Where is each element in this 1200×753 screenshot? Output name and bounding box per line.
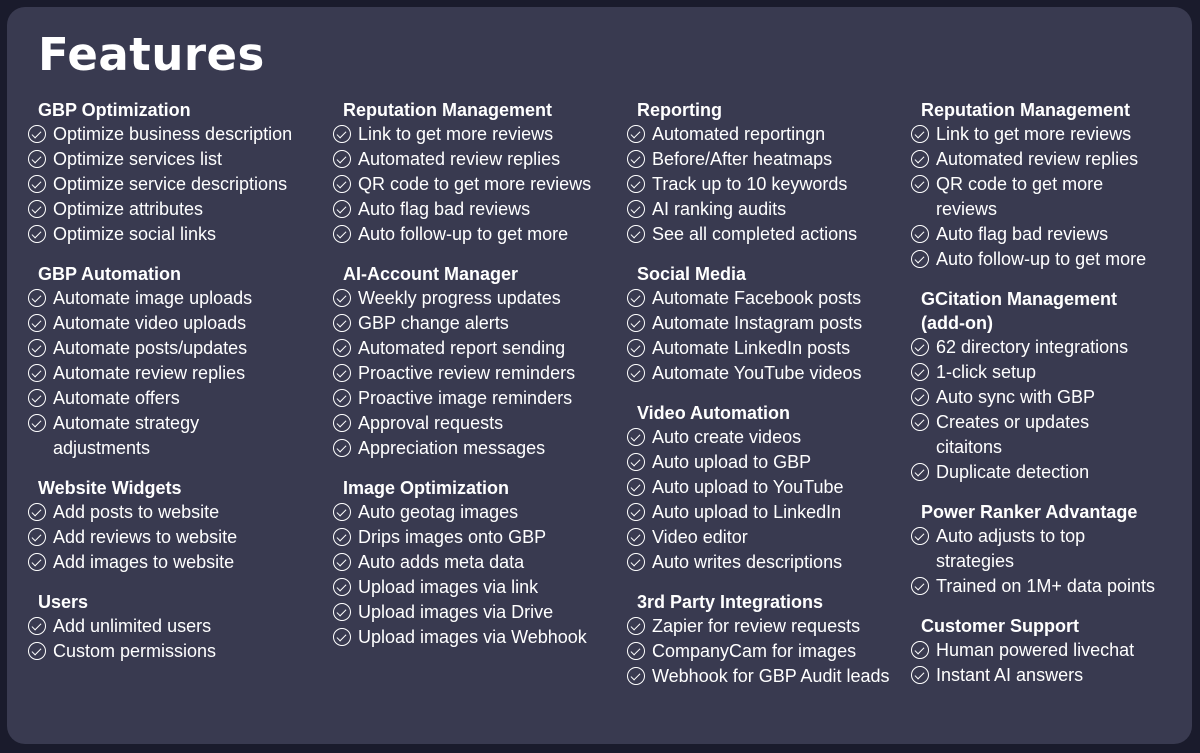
section-social-media <box>627 262 917 386</box>
list-item: Auto follow-up to get more <box>333 222 623 247</box>
check-circle-icon <box>627 528 645 546</box>
section-3rd-party-integrations <box>627 590 917 689</box>
list-item: 62 directory integrations <box>911 335 1187 360</box>
check-circle-icon <box>911 125 929 143</box>
check-circle-icon <box>333 553 351 571</box>
check-circle-icon <box>333 364 351 382</box>
check-circle-icon <box>28 339 46 357</box>
list-item: See all completed actions <box>627 222 917 247</box>
check-circle-icon <box>28 364 46 382</box>
check-circle-icon <box>627 428 645 446</box>
section-title: Reputation Management <box>343 100 553 120</box>
check-circle-icon <box>333 150 351 168</box>
check-circle-icon <box>627 478 645 496</box>
list-item: Add images to website <box>28 550 328 575</box>
list-item: Automated review replies <box>333 147 623 172</box>
check-circle-icon <box>911 225 929 243</box>
check-circle-icon <box>627 225 645 243</box>
list-item: Optimize social links <box>28 222 328 247</box>
list-item: Auto geotag images <box>333 500 623 525</box>
section-website-widgets <box>28 476 328 575</box>
features-card <box>7 7 1192 744</box>
section-gbp-optimization <box>28 98 328 247</box>
section-title: Image Optimization <box>343 478 510 498</box>
section-title: Reputation Management <box>921 100 1131 120</box>
check-circle-icon <box>627 125 645 143</box>
features-column-1 <box>28 98 328 679</box>
list-item: Upload images via Webhook <box>333 625 623 650</box>
section-reporting <box>627 98 917 247</box>
list-item: Creates or updates citaitons <box>911 410 1126 460</box>
check-circle-icon <box>28 389 46 407</box>
list-item: Automate strategy adjustments <box>28 411 263 461</box>
section-gbp-automation <box>28 262 328 461</box>
check-circle-icon <box>28 642 46 660</box>
check-circle-icon <box>28 200 46 218</box>
check-circle-icon <box>28 150 46 168</box>
list-item: Automate offers <box>28 386 328 411</box>
list-item: Auto upload to YouTube <box>627 475 917 500</box>
check-circle-icon <box>627 553 645 571</box>
check-circle-icon <box>333 503 351 521</box>
list-item: Proactive image reminders <box>333 386 623 411</box>
list-item: Auto sync with GBP <box>911 385 1187 410</box>
list-item: Automate image uploads <box>28 286 328 311</box>
section-reputation-management <box>333 98 623 247</box>
check-circle-icon <box>911 527 929 545</box>
section-gcitation-management <box>911 287 1187 485</box>
page-title: Features <box>38 28 265 81</box>
list-item: Link to get more reviews <box>333 122 623 147</box>
list-item: Automate LinkedIn posts <box>627 336 917 361</box>
check-circle-icon <box>911 666 929 684</box>
list-item: Track up to 10 keywords <box>627 172 917 197</box>
list-item: Zapier for review requests <box>627 614 917 639</box>
check-circle-icon <box>627 150 645 168</box>
check-circle-icon <box>911 338 929 356</box>
list-item: AI ranking audits <box>627 197 917 222</box>
check-circle-icon <box>333 528 351 546</box>
check-circle-icon <box>28 617 46 635</box>
list-item: Trained on 1M+ data points <box>911 574 1187 599</box>
check-circle-icon <box>333 200 351 218</box>
list-item: Auto adds meta data <box>333 550 623 575</box>
section-title: GBP Automation <box>38 264 181 284</box>
section-title: GBP Optimization <box>38 100 191 120</box>
check-circle-icon <box>911 150 929 168</box>
check-circle-icon <box>627 314 645 332</box>
section-title: Power Ranker Advantage <box>921 502 1138 522</box>
features-column-2 <box>333 98 623 665</box>
list-item: Automate YouTube videos <box>627 361 917 386</box>
section-title: Website Widgets <box>38 478 182 498</box>
list-item: Auto upload to GBP <box>627 450 917 475</box>
section-power-ranker-advantage <box>911 500 1187 599</box>
check-circle-icon <box>911 363 929 381</box>
section-title: Users <box>38 592 89 612</box>
list-item: Custom permissions <box>28 639 328 664</box>
list-item: Optimize attributes <box>28 197 328 222</box>
list-item: Auto flag bad reviews <box>911 222 1187 247</box>
section-title: 3rd Party Integrations <box>637 592 824 612</box>
check-circle-icon <box>627 200 645 218</box>
list-item: Add posts to website <box>28 500 328 525</box>
list-item: Video editor <box>627 525 917 550</box>
list-item: Automated report sending <box>333 336 623 361</box>
check-circle-icon <box>627 289 645 307</box>
check-circle-icon <box>627 175 645 193</box>
list-item: Add reviews to website <box>28 525 328 550</box>
list-item: Auto follow-up to get more <box>911 247 1187 272</box>
check-circle-icon <box>28 414 46 432</box>
section-title: AI-Account Manager <box>343 264 519 284</box>
list-item: Human powered livechat <box>911 638 1187 663</box>
list-item: QR code to get more reviews <box>333 172 623 197</box>
list-item: Automate Instagram posts <box>627 311 917 336</box>
check-circle-icon <box>911 250 929 268</box>
features-column-3 <box>627 98 917 704</box>
check-circle-icon <box>911 463 929 481</box>
check-circle-icon <box>627 667 645 685</box>
check-circle-icon <box>627 617 645 635</box>
check-circle-icon <box>911 388 929 406</box>
list-item: Upload images via link <box>333 575 623 600</box>
check-circle-icon <box>911 641 929 659</box>
list-item: Proactive review reminders <box>333 361 623 386</box>
list-item: Add unlimited users <box>28 614 328 639</box>
check-circle-icon <box>333 578 351 596</box>
list-item: Auto flag bad reviews <box>333 197 623 222</box>
list-item: QR code to get more reviews <box>911 172 1136 222</box>
section-video-automation <box>627 401 917 575</box>
list-item: Automate video uploads <box>28 311 328 336</box>
list-item: Instant AI answers <box>911 663 1187 688</box>
section-title: Customer Support <box>921 616 1080 636</box>
list-item: Link to get more reviews <box>911 122 1187 147</box>
check-circle-icon <box>28 175 46 193</box>
check-circle-icon <box>627 642 645 660</box>
check-circle-icon <box>333 314 351 332</box>
section-title: Video Automation <box>637 403 790 423</box>
check-circle-icon <box>28 503 46 521</box>
list-item: Automate posts/updates <box>28 336 328 361</box>
list-item: CompanyCam for images <box>627 639 917 664</box>
check-circle-icon <box>28 125 46 143</box>
section-title: Social Media <box>637 264 747 284</box>
list-item: 1-click setup <box>911 360 1187 385</box>
list-item: Weekly progress updates <box>333 286 623 311</box>
check-circle-icon <box>28 314 46 332</box>
check-circle-icon <box>333 439 351 457</box>
list-item: Auto create videos <box>627 425 917 450</box>
section-ai-account-manager <box>333 262 623 461</box>
check-circle-icon <box>333 225 351 243</box>
check-circle-icon <box>627 503 645 521</box>
check-circle-icon <box>627 453 645 471</box>
features-column-4 <box>911 98 1187 703</box>
list-item: Upload images via Drive <box>333 600 623 625</box>
list-item: Duplicate detection <box>911 460 1187 485</box>
list-item: Automated reportingn <box>627 122 917 147</box>
list-item: Auto upload to LinkedIn <box>627 500 917 525</box>
section-customer-support <box>911 614 1187 688</box>
list-item: Before/After heatmaps <box>627 147 917 172</box>
check-circle-icon <box>333 389 351 407</box>
section-reputation-management-2 <box>911 98 1187 272</box>
list-item: GBP change alerts <box>333 311 623 336</box>
list-item: Auto adjusts to top strategies <box>911 524 1136 574</box>
check-circle-icon <box>333 289 351 307</box>
check-circle-icon <box>333 414 351 432</box>
list-item: Auto writes descriptions <box>627 550 917 575</box>
list-item: Optimize business description <box>28 122 328 147</box>
check-circle-icon <box>333 175 351 193</box>
list-item: Appreciation messages <box>333 436 623 461</box>
check-circle-icon <box>333 603 351 621</box>
section-users <box>28 590 328 664</box>
list-item: Webhook for GBP Audit leads <box>627 664 917 689</box>
check-circle-icon <box>28 289 46 307</box>
list-item: Optimize service descriptions <box>28 172 328 197</box>
check-circle-icon <box>333 125 351 143</box>
check-circle-icon <box>911 577 929 595</box>
section-image-optimization <box>333 476 623 650</box>
section-title: GCitation Management (add-on) <box>921 289 1118 333</box>
section-title: Reporting <box>637 100 722 120</box>
list-item: Automated review replies <box>911 147 1187 172</box>
list-item: Optimize services list <box>28 147 328 172</box>
check-circle-icon <box>627 364 645 382</box>
list-item: Drips images onto GBP <box>333 525 623 550</box>
list-item: Automate review replies <box>28 361 328 386</box>
list-item: Automate Facebook posts <box>627 286 917 311</box>
check-circle-icon <box>333 339 351 357</box>
list-item: Approval requests <box>333 411 623 436</box>
check-circle-icon <box>28 225 46 243</box>
check-circle-icon <box>911 413 929 431</box>
check-circle-icon <box>911 175 929 193</box>
check-circle-icon <box>627 339 645 357</box>
check-circle-icon <box>28 528 46 546</box>
check-circle-icon <box>333 628 351 646</box>
check-circle-icon <box>28 553 46 571</box>
